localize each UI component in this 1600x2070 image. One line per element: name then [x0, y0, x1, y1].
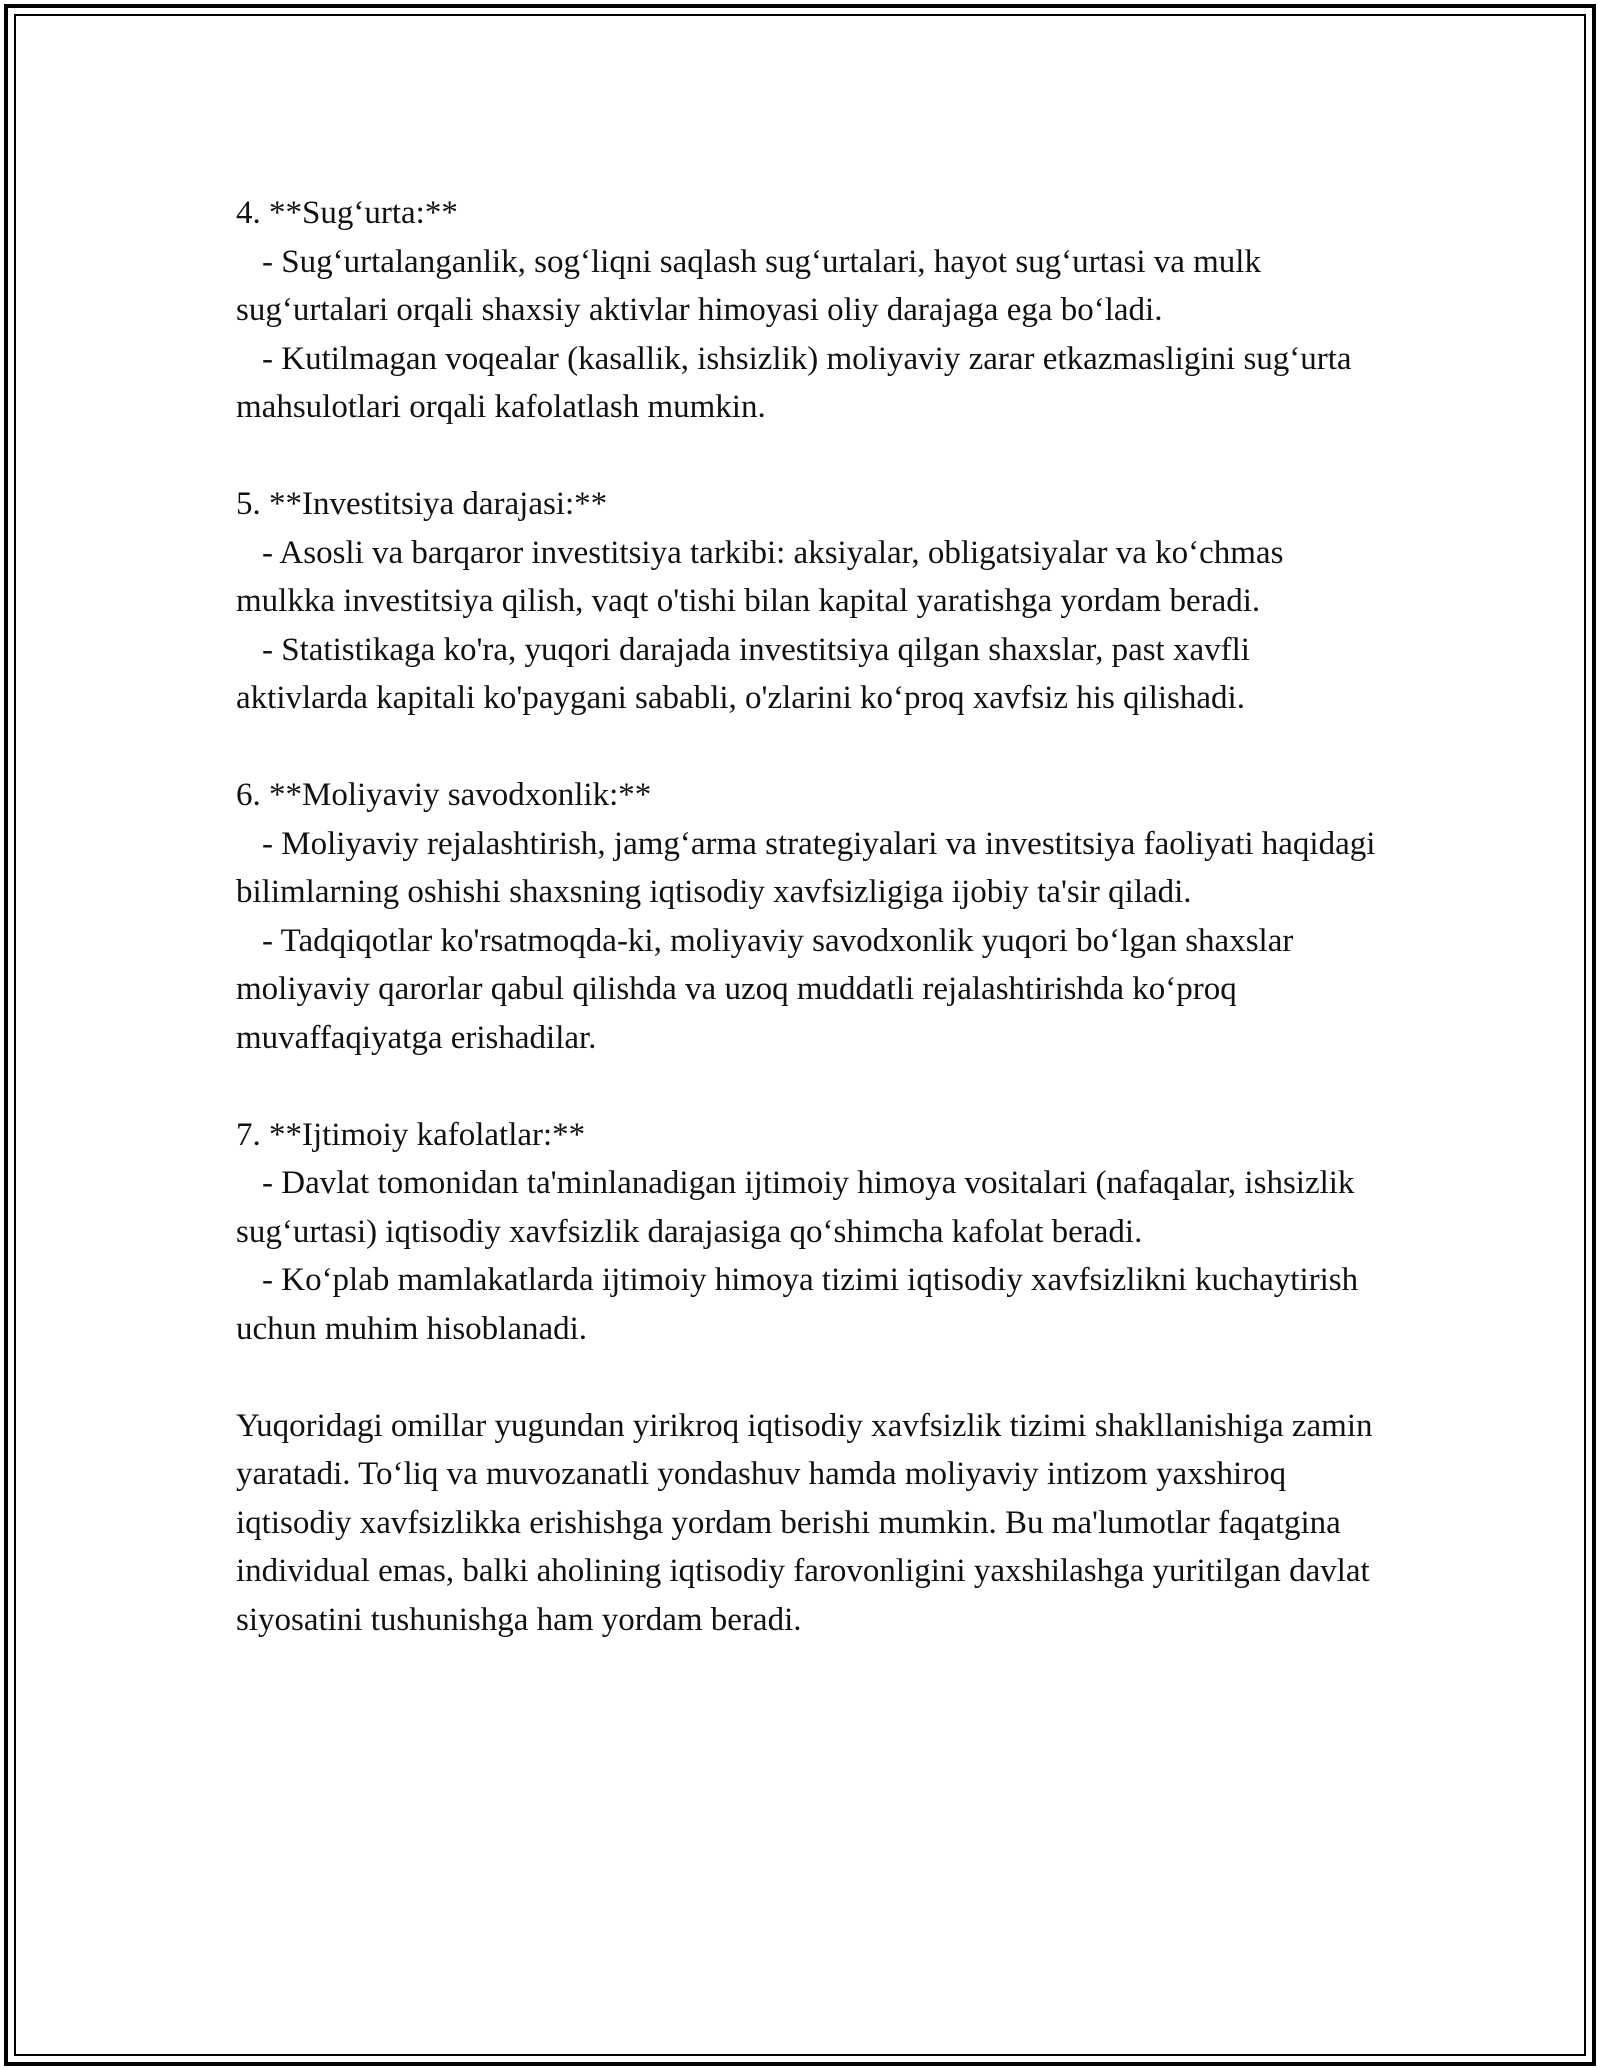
bullet-item: - Asosli va barqaror investitsiya tarkibi: aksiyalar, obligatsiyalar va ko‘chmas mulkka investitsiya qilish, vaqt o'tishi bilan kapital yaratishga yordam beradi. — [236, 534, 1284, 619]
bullet-item: - Ko‘plab mamlakatlarda ijtimoiy himoya tizimi iqtisodiy xavfsizlikni kuchaytirish uchun muhim hisoblanadi. — [236, 1262, 1359, 1347]
conclusion-paragraph: Yuqoridagi omillar yugundan yirikroq iqtisodiy xavfsizlik tizimi shakllanishiga zamin yaratadi. To‘liq va muvozanatli yondashuv hamda moliyaviy intizom yaxshiroq iqtisodiy xavfsizlikka erishishga yordam berishi mumkin. Bu ma'lumotlar faqatgina individual emas, balki aholining iqtisodiy farovonligini yaxshilashga yuritilgan davlat siyosatini tushunishga ham yordam beradi. — [236, 1407, 1373, 1638]
document-body — [236, 189, 1386, 1644]
bullet-item: - Kutilmagan voqealar (kasallik, ishsizlik) moliyaviy zarar etkazmasligini sug‘urta mahsulotlari orqali kafolatlash mumkin. — [236, 340, 1352, 425]
section-financial-literacy — [236, 771, 1386, 1062]
bullet-item: - Davlat tomonidan ta'minlanadigan ijtimoiy himoya vositalari (nafaqalar, ishsizlik sug‘urtasi) iqtisodiy xavfsizlik darajasiga qo‘shimcha kafolat beradi. — [236, 1165, 1355, 1250]
bullet-item: - Moliyaviy rejalashtirish, jamg‘arma strategiyalari va investitsiya faoliyati haqidagi bilimlarning oshishi shaxsning iqtisodiy xavfsizligiga ijobiy ta'sir qiladi. — [236, 825, 1376, 910]
section-social-guarantees — [236, 1111, 1386, 1354]
bullet-item: - Sug‘urtalanganlik, sog‘liqni saqlash sug‘urtalari, hayot sug‘urtasi va mulk sug‘urtalari orqali shaxsiy aktivlar himoyasi oliy darajaga ega bo‘ladi. — [236, 243, 1261, 328]
section-heading: 5. **Investitsiya darajasi:** — [236, 486, 608, 522]
bullet-item: - Tadqiqotlar ko'rsatmoqda-ki, moliyaviy savodxonlik yuqori bo‘lgan shaxslar moliyaviy qarorlar qabul qilishda va uzoq muddatli rejalashtirishda ko‘proq muvaffaqiyatga erishadilar. — [236, 922, 1294, 1056]
section-heading: 7. **Ijtimoiy kafolatlar:** — [236, 1116, 586, 1153]
bullet-item: - Statistikaga ko'ra, yuqori darajada investitsiya qilgan shaxslar, past xavfli aktivlarda kapitali ko'paygani sababli, o'zlarini ko‘proq xavfsiz his qilishadi. — [236, 631, 1250, 716]
section-insurance — [236, 189, 1386, 432]
section-heading: 6. **Moliyaviy savodxonlik:** — [236, 777, 652, 813]
section-investment — [236, 480, 1386, 723]
section-heading: 4. **Sug‘urta:** — [236, 195, 458, 231]
